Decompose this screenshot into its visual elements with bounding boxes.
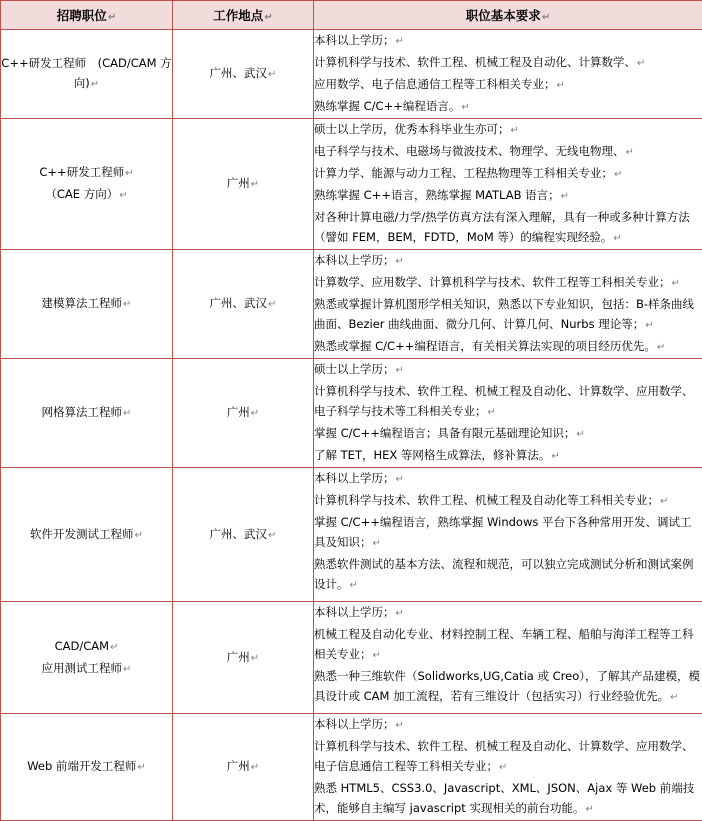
requirement-line: 本科以上学历；↵ [314, 468, 702, 490]
position-line: CAD/CAM↵ [1, 636, 172, 658]
requirement-line: 了解 TET，HEX 等网格生成算法，修补算法。↵ [314, 445, 702, 467]
position-cell [1, 602, 173, 714]
position-cell: 网格算法工程师↵ [1, 359, 173, 468]
paragraph-mark: ↵ [268, 69, 276, 80]
table-row [1, 468, 702, 602]
position-line: 应用测试工程师↵ [1, 658, 172, 680]
location-cell: 广州↵ [173, 119, 314, 250]
requirements-cell [314, 30, 702, 119]
position-line: 建模算法工程师 [42, 296, 123, 310]
table-row [1, 359, 702, 468]
paragraph-mark: ↵ [542, 12, 550, 23]
requirement-line: 本科以上学历；↵ [314, 602, 702, 624]
requirement-line: 计算力学、能源与动力工程、工程热物理等工科相关专业；↵ [314, 163, 702, 185]
paragraph-mark: ↵ [91, 79, 99, 90]
requirements-cell [314, 602, 702, 714]
requirement-line: 熟悉软件测试的基本方法、流程和规范，可以独立完成测试分析和测试案例设计。↵ [314, 554, 702, 596]
position-cell [1, 119, 173, 250]
location-label: 广州 [227, 650, 250, 664]
requirements-cell [314, 250, 702, 359]
location-cell: 广州↵ [173, 359, 314, 468]
header-requirements-label: 职位基本要求 [466, 8, 541, 23]
requirement-line: 硕士以上学历，优秀本科毕业生亦可；↵ [314, 119, 702, 141]
position-line: 向)↵ [1, 73, 172, 95]
requirement-line: 熟悉 HTML5、CSS3.0、Javascript、XML、JSON、Ajax 等 Web 前端技术，能够自主编写 javascript 实现相关的前台功能。↵ [314, 778, 702, 820]
header-position-label: 招聘职位 [57, 8, 107, 23]
requirement-line: 熟练掌握 C++语言，熟练掌握 MATLAB 语言；↵ [314, 185, 702, 207]
position-cell: 软件开发测试工程师↵ [1, 468, 173, 602]
requirement-line: 计算机科学与技术、软件工程、机械工程及自动化等工科相关专业；↵ [314, 490, 702, 512]
requirement-line: 计算机科学与技术、软件工程、机械工程及自动化、计算数学、应用数学、电子信息通信工程等工科相关专业；↵ [314, 736, 702, 778]
position-line: 软件开发测试工程师 [30, 527, 134, 541]
position-line: C++研发工程师 (CAD/CAM 方 [1, 53, 172, 73]
table-row [1, 602, 702, 714]
requirement-line: 计算数学、应用数学、计算机科学与技术、软件工程等工科相关专业；↵ [314, 272, 702, 294]
table-row [1, 30, 702, 119]
requirement-line: 本科以上学历；↵ [314, 250, 702, 272]
requirement-line: 掌握 C/C++编程语言；具备有限元基础理论知识；↵ [314, 423, 702, 445]
requirement-line: 计算机科学与技术、软件工程、机械工程及自动化、计算数学、应用数学、电子科学与技术等工科相关专业；↵ [314, 381, 702, 423]
position-line: Web 前端开发工程师 [27, 759, 136, 773]
paragraph-mark: ↵ [264, 12, 272, 23]
requirements-cell [314, 714, 702, 821]
requirements-cell [314, 359, 702, 468]
table-row [1, 119, 702, 250]
requirement-line: 掌握 C/C++编程语言，熟练掌握 Windows 平台下各种常用开发、调试工具及知识；↵ [314, 512, 702, 554]
header-location-label: 工作地点 [213, 8, 263, 23]
location-cell: 广州↵ [173, 714, 314, 821]
location-label: 广州 [227, 405, 250, 419]
requirements-cell [314, 119, 702, 250]
paragraph-mark: ↵ [108, 12, 116, 23]
header-requirements [314, 1, 702, 30]
header-location [173, 1, 314, 30]
table-row [1, 250, 702, 359]
position-line: （CAE 方向）↵ [1, 184, 172, 206]
location-label: 广州、武汉 [210, 296, 268, 310]
location-label: 广州 [227, 759, 250, 773]
requirement-line: 硕士以上学历；↵ [314, 359, 702, 381]
requirements-cell [314, 468, 702, 602]
position-line: C++研发工程师↵ [1, 162, 172, 184]
location-label: 广州、武汉 [210, 66, 268, 80]
position-cell: 建模算法工程师↵ [1, 250, 173, 359]
position-cell: Web 前端开发工程师↵ [1, 714, 173, 821]
requirement-line: 熟悉或掌握 C/C++编程语言，有关相关算法实现的项目经历优先。↵ [314, 336, 702, 358]
location-cell: 广州、武汉↵ [173, 250, 314, 359]
table-header-row [1, 1, 702, 30]
position-cell [1, 30, 173, 119]
requirement-line: 本科以上学历；↵ [314, 30, 702, 52]
requirement-line: 电子科学与技术、电磁场与微波技术、物理学、无线电物理、↵ [314, 141, 702, 163]
requirement-line: 应用数学、电子信息通信工程等工科相关专业；↵ [314, 74, 702, 96]
table-row [1, 714, 702, 821]
location-label: 广州、武汉 [210, 527, 268, 541]
location-label: 广州 [227, 176, 250, 190]
location-cell [173, 30, 314, 119]
requirement-line: 熟悉一种三维软件（Solidworks,UG,Catia 或 Creo），了解其产品建模，模具设计或 CAM 加工流程，若有三维设计（包括实习）行业经验优先。↵ [314, 666, 702, 708]
requirement-line: 熟悉或掌握计算机图形学相关知识，熟悉以下专业知识，包括：B-样条曲线曲面、Bezier 曲线曲面、微分几何、计算几何、Nurbs 理论等；↵ [314, 294, 702, 336]
header-position [1, 1, 173, 30]
location-cell: 广州↵ [173, 602, 314, 714]
position-line: 网格算法工程师 [42, 405, 123, 419]
requirement-line: 熟练掌握 C/C++编程语言。↵ [314, 96, 702, 118]
requirement-line: 本科以上学历；↵ [314, 714, 702, 736]
requirement-line: 机械工程及自动化专业、材料控制工程、车辆工程、船舶与海洋工程等工科相关专业；↵ [314, 624, 702, 666]
requirement-line: 对各种计算电磁/力学/热学仿真方法有深入理解，具有一种或多种计算方法（譬如 FEM，BEM，FDTD，MoM 等）的编程实现经验。↵ [314, 207, 702, 249]
requirement-line: 计算机科学与技术、软件工程、机械工程及自动化、计算数学、↵ [314, 52, 702, 74]
location-cell: 广州、武汉↵ [173, 468, 314, 602]
